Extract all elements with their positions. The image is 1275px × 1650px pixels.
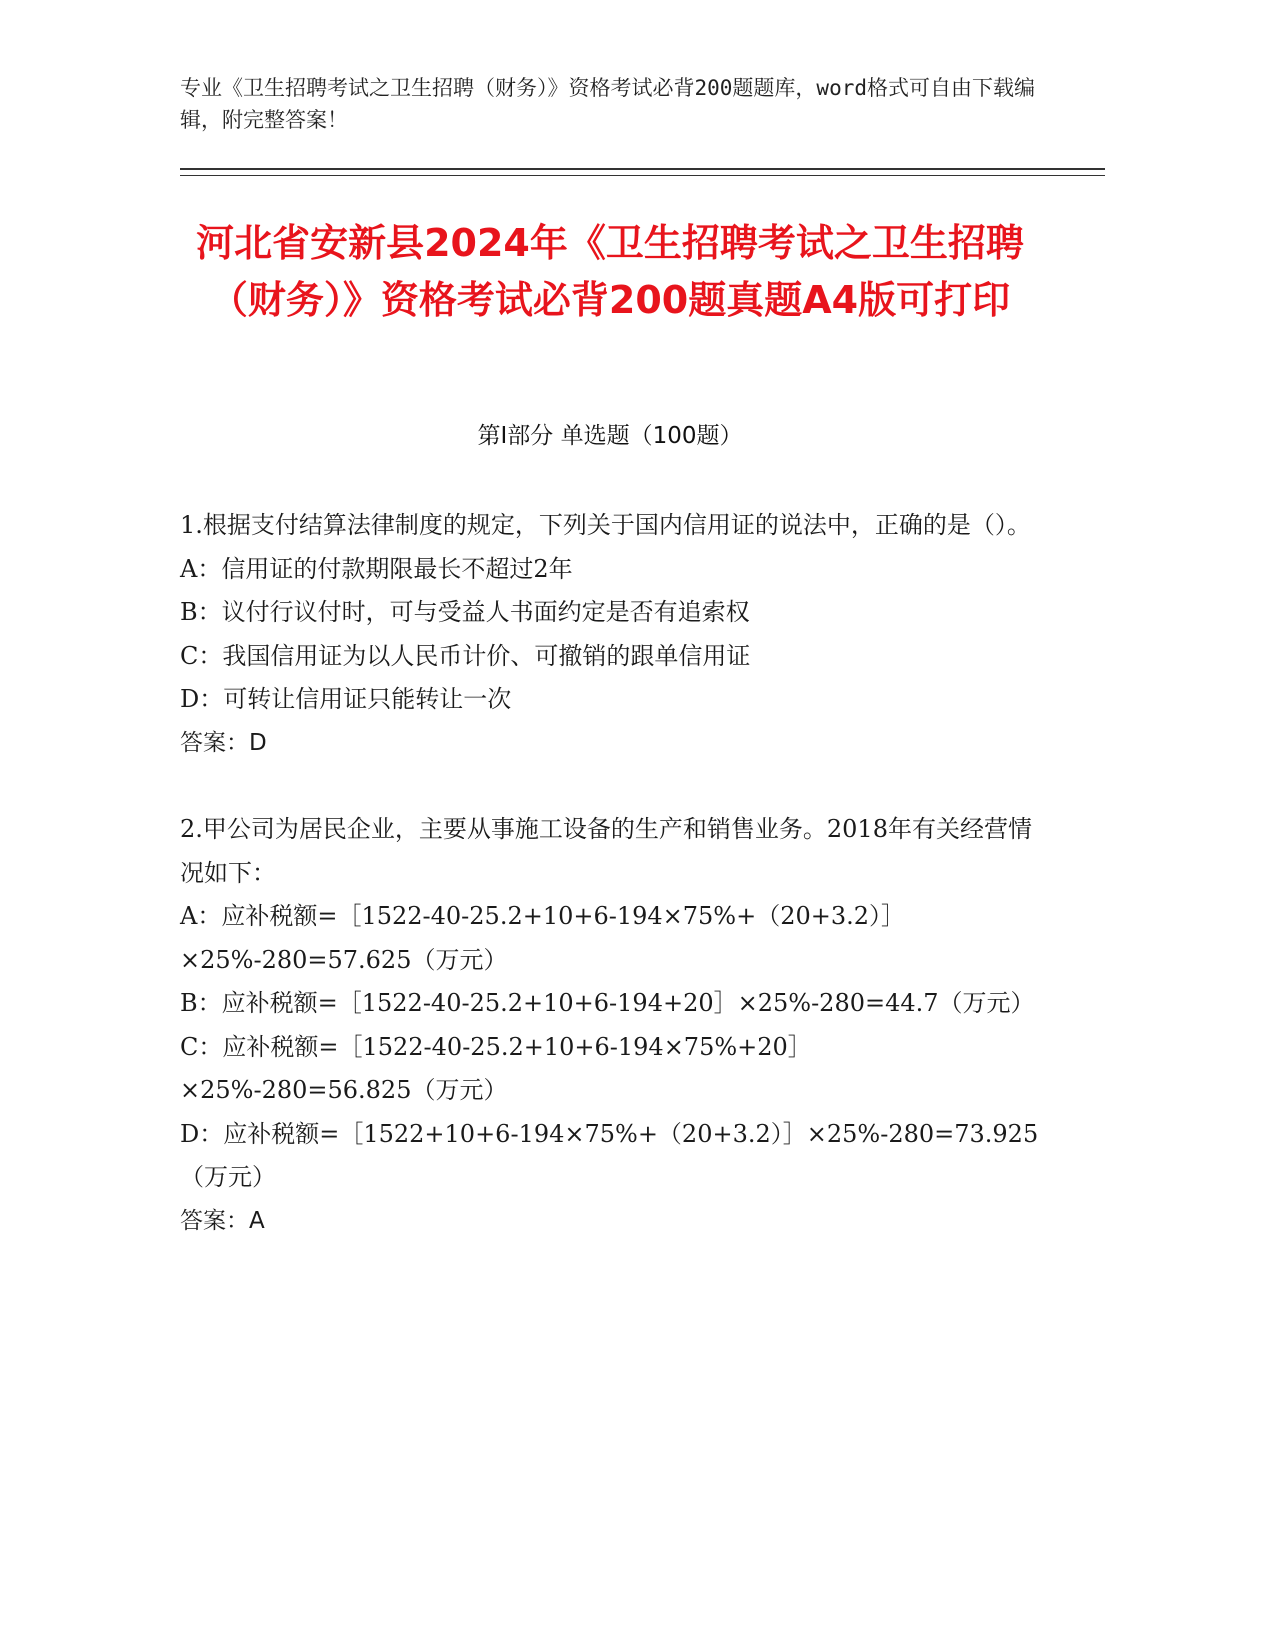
question-stem: 2.甲公司为居民企业，主要从事施工设备的生产和销售业务。2018年有关经营情况如下：: [180, 815, 1032, 887]
option-d: D：应补税额=［1522+10+6-194×75%+（20+3.2）］×25%-280=73.925（万元）: [180, 1119, 1039, 1191]
question-1: [180, 504, 1040, 765]
question-list: [180, 504, 1040, 1286]
option-c: C：我国信用证为以人民币计价、可撤销的跟单信用证: [180, 641, 751, 670]
option-b: B：议付行议付时，可与受益人书面约定是否有追索权: [180, 598, 750, 626]
section-heading: 第Ⅰ部分 单选题（100题）: [477, 423, 743, 449]
option-a: A：信用证的付款期限最长不超过2年: [180, 554, 573, 583]
header-divider-thin: [180, 175, 1105, 176]
header-intro: 专业《卫生招聘考试之卫生招聘（财务）》资格考试必背200题题库，word格式可自由下载编辑，附完整答案！: [180, 76, 1035, 132]
answer: 答案：A: [180, 1207, 265, 1234]
header-divider: [180, 168, 1105, 170]
option-b: B：应补税额=［1522-40-25.2+10+6-194+20］×25%-280=44.7（万元）: [180, 989, 1035, 1017]
question-stem: 1.根据支付结算法律制度的规定，下列关于国内信用证的说法中，正确的是（）。: [180, 511, 1031, 539]
document-title: 河北省安新县2024年《卫生招聘考试之卫生招聘（财务）》资格考试必背200题真题A4版可打印: [196, 221, 1024, 322]
option-c: C：应补税额=［1522-40-25.2+10+6-194×75%+20］×25%-280=56.825（万元）: [180, 1032, 812, 1104]
option-d: D：可转让信用证只能转让一次: [180, 685, 512, 713]
question-2: [180, 808, 1040, 1243]
option-a: A：应补税额=［1522-40-25.2+10+6-194×75%+（20+3.2）］×25%-280=57.625（万元）: [180, 902, 906, 974]
answer: 答案：D: [180, 729, 267, 756]
